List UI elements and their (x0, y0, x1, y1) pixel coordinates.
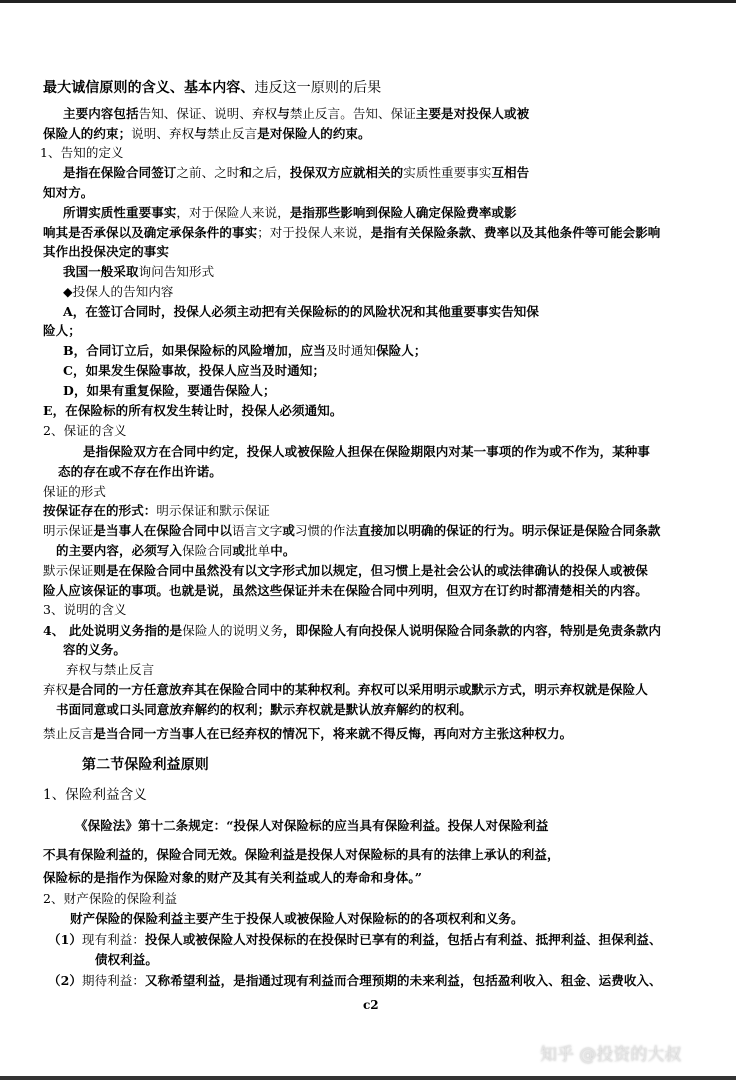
express-warranty-line-1: 明示保证是当事人在保险合同中以语言文字或习惯的作法直接加以明确的保证的行为。明示保证是保险合同条款 (43, 523, 661, 538)
law-quote-line-2: 不具有保险利益的，保险合同无效。保险利益是投保人对保险标的具有的法律上承认的利益， (43, 847, 560, 862)
section-3-heading: 3、说明的含义 (43, 602, 127, 617)
intro-line-2: 保险人的约束；说明、弃权与禁止反言是对保险人的约束。 (43, 126, 371, 141)
property-interest-heading: 2、财产保险的保险利益 (43, 891, 178, 906)
item-c: C，如果发生保险事故，投保人应当及时通知； (63, 363, 326, 378)
implied-warranty-line-2: 险人应该保证的事项。也就是说，虽然这些保证并未在保险合同中列明，但双方在订约时都清楚相关的内容。 (43, 583, 648, 598)
disclosure-definition-2: 知对方。 (43, 185, 94, 200)
top-border (0, 0, 736, 3)
section-4-line-2: 容的义务。 (63, 642, 127, 657)
watermark: 知乎 @投资的大叔 (540, 1045, 682, 1065)
warranty-definition-1: 是指保险双方在合同中约定，投保人或被保险人担保在保险期限内对某一事项的作为或不作为，某种事 (83, 444, 651, 459)
estoppel-line: 禁止反言是当合同一方当事人在已经弃权的情况下，将来就不得反悔，再向对方主张这种权力。 (43, 726, 573, 741)
existing-interest-line-1: （1）现有利益：投保人或被保险人对投保标的在投保时已享有的利益，包括占有利益、抵押利益、担保利益、 (48, 932, 662, 947)
warranty-forms: 按保证存在的形式：明示保证和默示保证 (43, 503, 270, 518)
section-2-heading: 2、保证的含义 (43, 423, 127, 438)
intro-line-1: 主要内容包括告知、保证、说明、弃权与禁止反言。告知、保证主要是对投保人或被 (63, 106, 530, 121)
disclosure-content-heading: ◆投保人的告知内容 (63, 284, 174, 299)
waiver-heading: 弃权与禁止反言 (66, 662, 155, 677)
item-a-line-2: 险人； (43, 323, 81, 338)
express-warranty-line-2: 的主要内容，必须写入保险合同或批单中。 (56, 543, 296, 558)
item-a-line-1: A，在签订合同时，投保人必须主动把有关保险标的的风险状况和其他重要事实告知保 (63, 304, 539, 319)
disclosure-definition-1: 是指在保险合同签订之前、之时和之后，投保双方应就相关的实质性重要事实互相告 (63, 165, 530, 180)
property-interest-paragraph: 财产保险的保险利益主要产生于投保人或被保险人对保险标的的各项权利和义务。 (70, 911, 524, 926)
material-fact-line-3: 其作出投保决定的事实 (43, 244, 170, 259)
implied-warranty-line-1: 默示保证则是在保险合同中虽然没有以文字形式加以规定，但习惯上是社会公认的或法律确认的投保人或被保 (43, 563, 648, 578)
document-title: 最大诚信原则的含义、基本内容、违反这一原则的后果 (43, 80, 382, 96)
waiver-line-1: 弃权是合同的一方任意放弃其在保险合同中的某种权利。弃权可以采用明示或默示方式，明示弃权就是保险人 (43, 682, 648, 697)
disclosure-form: 我国一般采取询问告知形式 (63, 264, 215, 279)
warranty-definition-2: 态的存在或不存在作出许诺。 (58, 464, 222, 479)
waiver-line-2: 书面同意或口头同意放弃解约的权利；默示弃权就是默认放弃解约的权利。 (56, 702, 472, 717)
bottom-border (0, 1076, 736, 1080)
material-fact-line-2: 响其是否承保以及确定承保条件的事实；对于投保人来说，是指有关保险条款、费率以及其他条件等可能会影响 (43, 225, 661, 240)
item-b: B，合同订立后，如果保险标的风险增加，应当及时通知保险人； (63, 343, 427, 358)
expected-interest-line: （2）期待利益：又称希望利益，是指通过现有利益而合理预期的未来利益，包括盈利收入、租金、运费收入、 (48, 973, 662, 988)
section-4-line-1: 4、 此处说明义务指的是保险人的说明义务，即保险人有向投保人说明保险合同条款的内容，特别是免责条款内 (43, 623, 662, 638)
page-number: c2 (363, 998, 379, 1012)
item-e: E，在保险标的所有权发生转让时，投保人必须通知。 (43, 403, 343, 418)
law-quote-line-3: 保险标的是指作为保险对象的财产及其有关利益或人的寿命和身体。” (43, 870, 423, 885)
insurable-interest-heading: 1、保险利益含义 (43, 787, 147, 803)
item-d: D，如果有重复保险，要通告保险人； (63, 383, 276, 398)
section-1-heading: 1、告知的定义 (40, 145, 124, 160)
existing-interest-line-2: 债权利益。 (95, 952, 159, 967)
law-quote-line-1: 《保险法》第十二条规定：“投保人对保险标的应当具有保险利益。投保人对保险利益 (75, 818, 549, 833)
section-two-title: 第二节保险利益原则 (82, 757, 209, 773)
material-fact-line-1: 所谓实质性重要事实，对于保险人来说，是指那些影响到保险人确定保险费率或影 (63, 205, 517, 220)
warranty-form-heading: 保证的形式 (43, 484, 107, 499)
